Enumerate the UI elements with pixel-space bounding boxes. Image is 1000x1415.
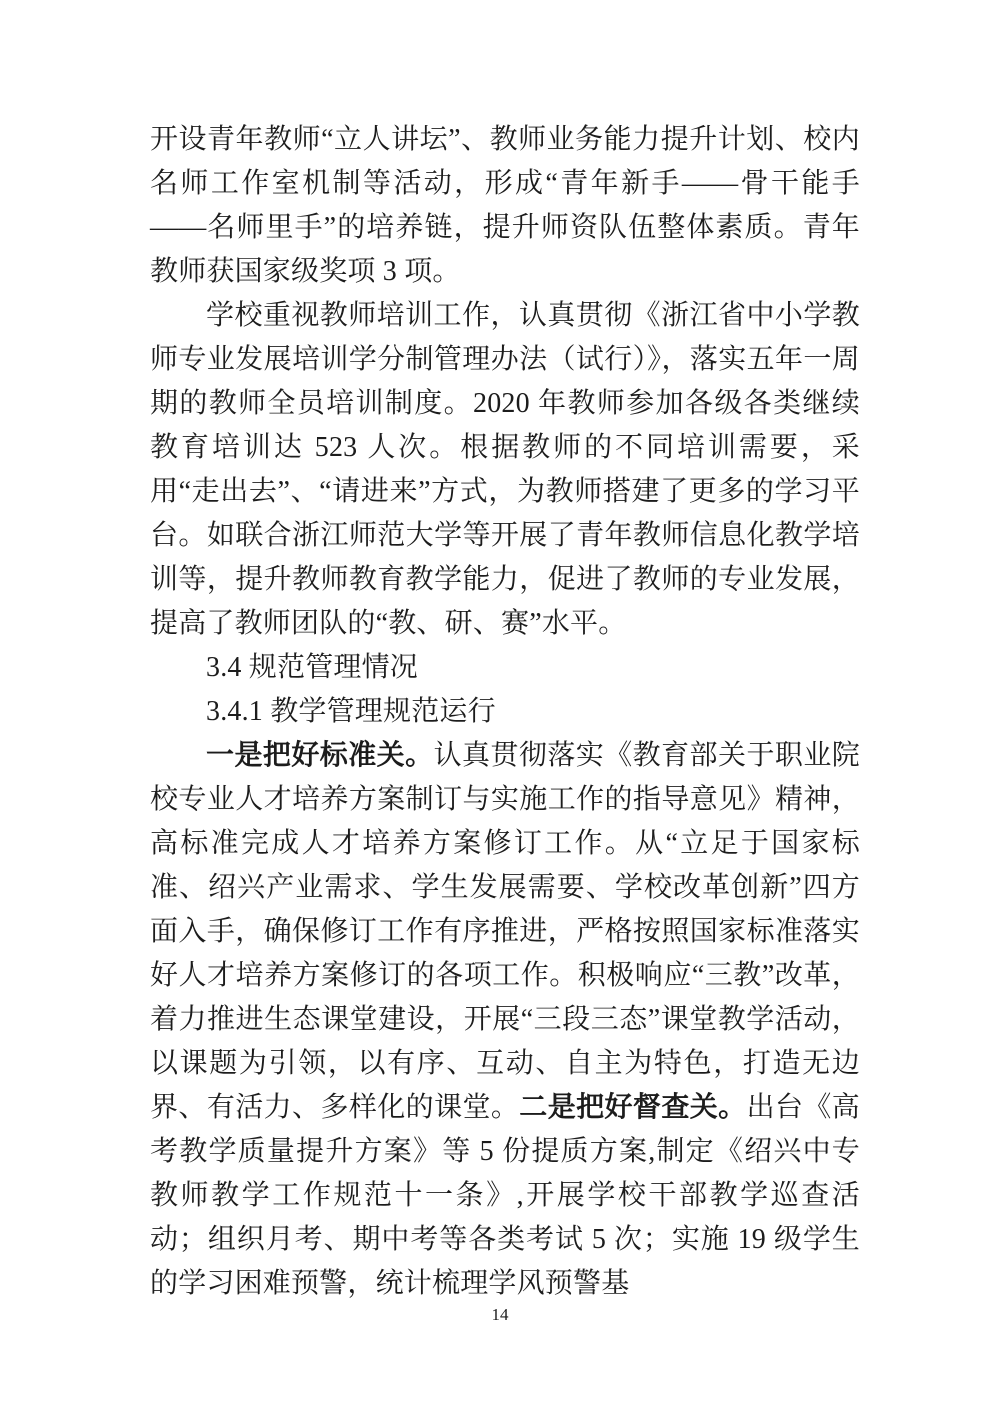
- emphasis-text: 二是把好督查关。: [519, 1092, 747, 1123]
- body-text: 学校重视教师培训工作，认真贯彻《浙江省中小学教师专业发展培训学分制管理办法（试行）》，落实五年一周期的教师全员培训制度。2020 年教师参加各级各类继续教育培训达 523 人次。根据教师的不同培训需要，采用“走出去”、“请进来”方式，为教师搭建了更多的学习平台。如联合浙江师范大学等开展了青年教师信息化教学培训等，提升教师教育教学能力，促进了教师的专业发展，提高了教师团队的“教、研、赛”水平。: [150, 300, 860, 639]
- heading-3-4: [150, 646, 860, 690]
- body-text: 3.4.1 教学管理规范运行: [206, 696, 496, 727]
- page-number: 14: [491, 1305, 509, 1324]
- body-text: 3.4 规范管理情况: [206, 652, 419, 683]
- paragraph-teacher-training: [150, 294, 860, 646]
- body-text: 认真贯彻落实《教育部关于职业院校专业人才培养方案制订与实施工作的指导意见》精神，高标准完成人才培养方案修订工作。从“立足于国家标准、绍兴产业需求、学生发展需要、学校改革创新”四方面入手，确保修订工作有序推进，严格按照国家标准落实好人才培养方案修订的各项工作。积极响应“三教”改革，着力推进生态课堂建设，开展“三段三态”课堂教学活动，以课题为引领，以有序、互动、自主为特色，打造无边界、有活力、多样化的课堂。: [150, 740, 860, 1123]
- page-footer: [0, 1302, 1000, 1328]
- document-body: [150, 118, 860, 1306]
- paragraph-teacher-cultivation: [150, 118, 860, 294]
- body-text: 出台《高考教学质量提升方案》等 5 份提质方案,制定《绍兴中专教师教学工作规范十一条》,开展学校干部教学巡查活动；组织月考、期中考等各类考试 5 次；实施 19 级学生的学习困难预警，统计梳理学风预警基: [150, 1092, 860, 1299]
- body-text: 开设青年教师“立人讲坛”、教师业务能力提升计划、校内名师工作室机制等活动，形成“青年新手——骨干能手——名师里手”的培养链，提升师资队伍整体素质。青年教师获国家级奖项 3 项。: [150, 124, 860, 287]
- paragraph-teaching-management: [150, 734, 860, 1306]
- heading-3-4-1: [150, 690, 860, 734]
- emphasis-text: 一是把好标准关。: [206, 740, 434, 771]
